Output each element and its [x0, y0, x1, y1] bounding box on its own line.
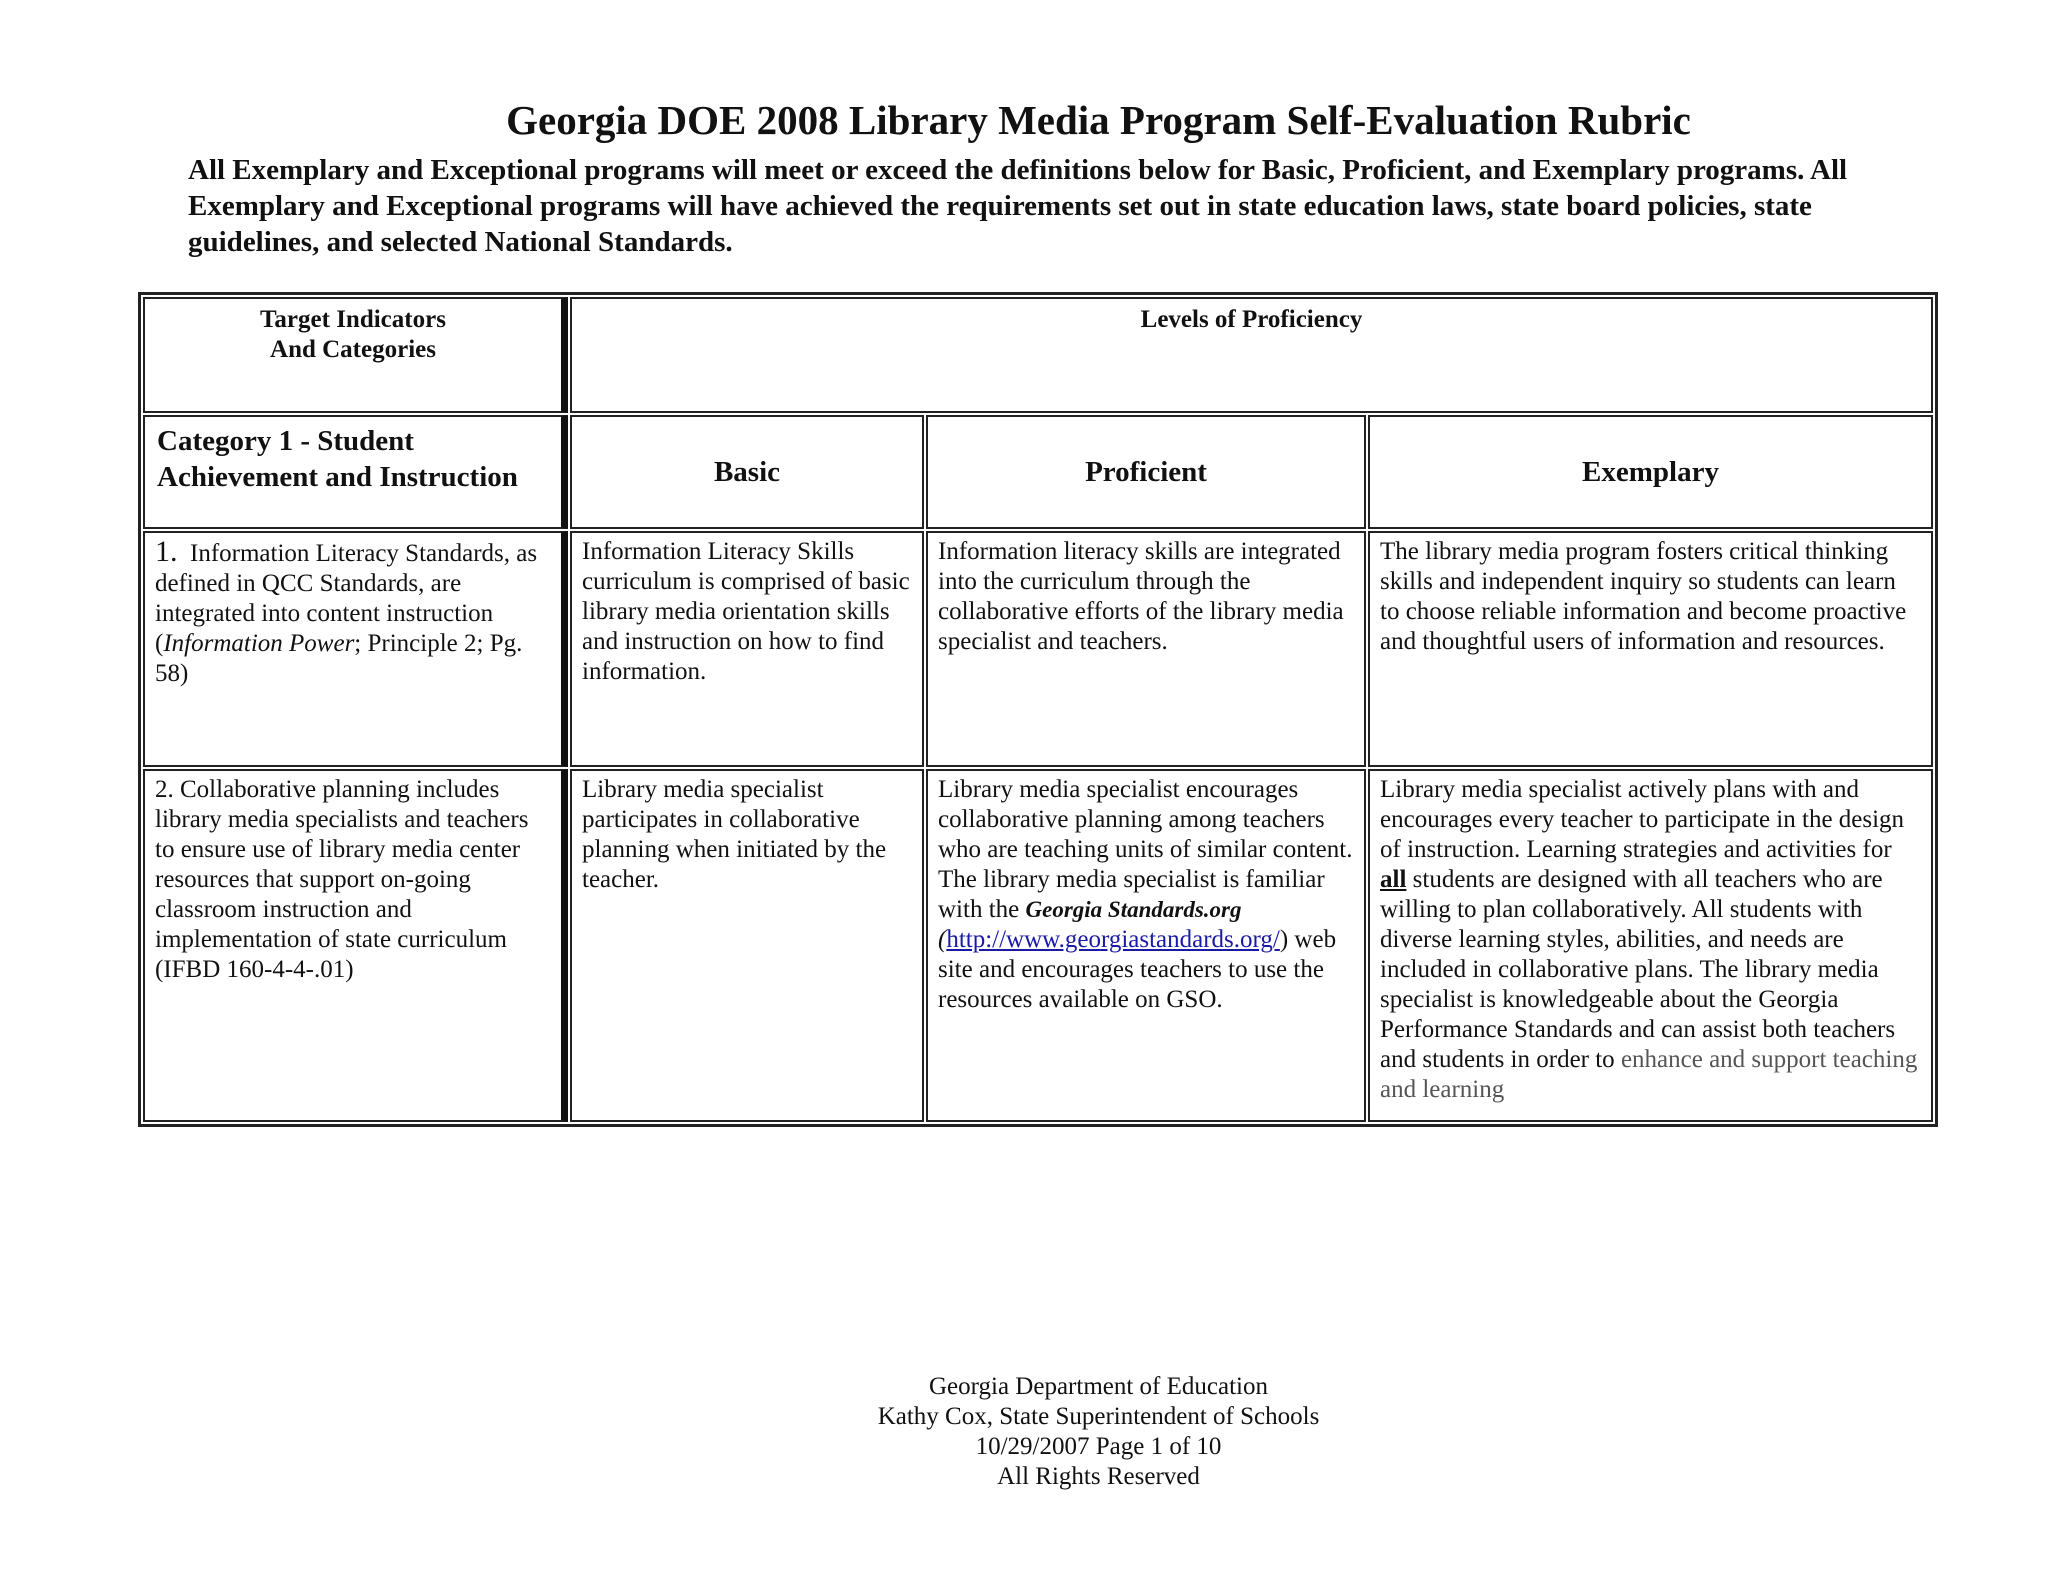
- footer-line1: Georgia Department of Education: [928, 1373, 1268, 1400]
- row2-exemplary-text-b: students are designed with all teachers who are willing to plan collaboratively. All students with diverse learning styles, abilities, and needs are included in collaborative plans. The library media specialist is knowledgeable about the Georgia Performance Standards and can assist both teachers and students in order to: [1380, 866, 1896, 1073]
- table-row: [143, 769, 1933, 1122]
- table-header-row: [143, 297, 1933, 413]
- indicator-1-text-b: ; Principle 2; Pg. 58): [155, 630, 523, 687]
- category-row: [143, 415, 1933, 529]
- row2-exemplary-grey-text: enhance and support teaching and learning: [1380, 1046, 1918, 1103]
- footer-line2: Kathy Cox, State Superintendent of Schools: [877, 1403, 1320, 1430]
- footer-line3: 10/29/2007 Page 1 of 10: [975, 1433, 1222, 1460]
- rubric-table: [138, 292, 1938, 1127]
- georgia-standards-site-name: Georgia Standards.org: [1025, 897, 1242, 922]
- georgia-standards-link[interactable]: http://www.georgiastandards.org/: [946, 926, 1280, 953]
- row2-basic-cell: Library media specialist participates in collaborative planning when initiated by the teacher.: [570, 769, 924, 1122]
- level-proficient-header: Proficient: [926, 415, 1366, 529]
- header-left-line2: And Categories: [270, 336, 436, 363]
- row2-proficient-cell: [926, 769, 1366, 1122]
- footer-line4: All Rights Reserved: [997, 1463, 1200, 1490]
- row2-proficient-text-a: Library media specialist encourages collaborative planning among teachers who are teaching units of similar content. The library media specialist is familiar with the: [938, 776, 1353, 923]
- indicator-1-text-a: Information Literacy Standards, as defined in QCC Standards, are integrated into content instruction (: [155, 540, 538, 657]
- levels-of-proficiency-header: Levels of Proficiency: [570, 297, 1933, 413]
- paren-open: (: [938, 926, 947, 953]
- row1-basic-cell: Information Literacy Skills curriculum is comprised of basic library media orientation skills and instruction on how to find information.: [570, 531, 924, 767]
- header-left-line1: Target Indicators: [260, 306, 446, 333]
- indicator-2-cell: 2. Collaborative planning includes library media specialists and teachers to ensure use of library media center resources that support on-going classroom instruction and implementation of state curriculum (IFBD 160-4-4-.01): [143, 769, 568, 1122]
- table-row: [143, 531, 1933, 767]
- row2-exemplary-cell: [1368, 769, 1933, 1122]
- level-exemplary-header: Exemplary: [1368, 415, 1933, 529]
- page-footer: [0, 1372, 2048, 1492]
- level-basic-header: Basic: [570, 415, 924, 529]
- row2-proficient-text-b: ) web site and encourages teachers to use the resources available on GSO.: [938, 926, 1337, 1013]
- document-title: Georgia DOE 2008 Library Media Program Self-Evaluation Rubric: [506, 97, 1691, 143]
- indicator-1-italic: Information Power: [163, 630, 355, 657]
- row1-exemplary-cell: The library media program fosters critical thinking skills and independent inquiry so students can learn to choose reliable information and become proactive and thoughtful users of information and resources.: [1368, 531, 1933, 767]
- indicator-1-number: 1.: [155, 535, 178, 568]
- indicator-1-cell: [143, 531, 568, 767]
- emphasis-all: all: [1380, 866, 1407, 893]
- row2-exemplary-text-a: Library media specialist actively plans with and encourages every teacher to participate in the design of instruction. Learning strategies and activities for: [1380, 776, 1905, 863]
- row1-proficient-cell: Information literacy skills are integrated into the curriculum through the collaborative efforts of the library media specialist and teachers.: [926, 531, 1366, 767]
- category-label: Category 1 - Student Achievement and Instruction: [143, 415, 568, 529]
- intro-paragraph: All Exemplary and Exceptional programs will meet or exceed the definitions below for Basic, Proficient, and Exemplary programs. All Exemplary and Exceptional programs will have achieved the requirements set out in state education laws, state board policies, state guidelines, and selected National Standards.: [188, 154, 1848, 258]
- target-indicators-header: [143, 297, 568, 413]
